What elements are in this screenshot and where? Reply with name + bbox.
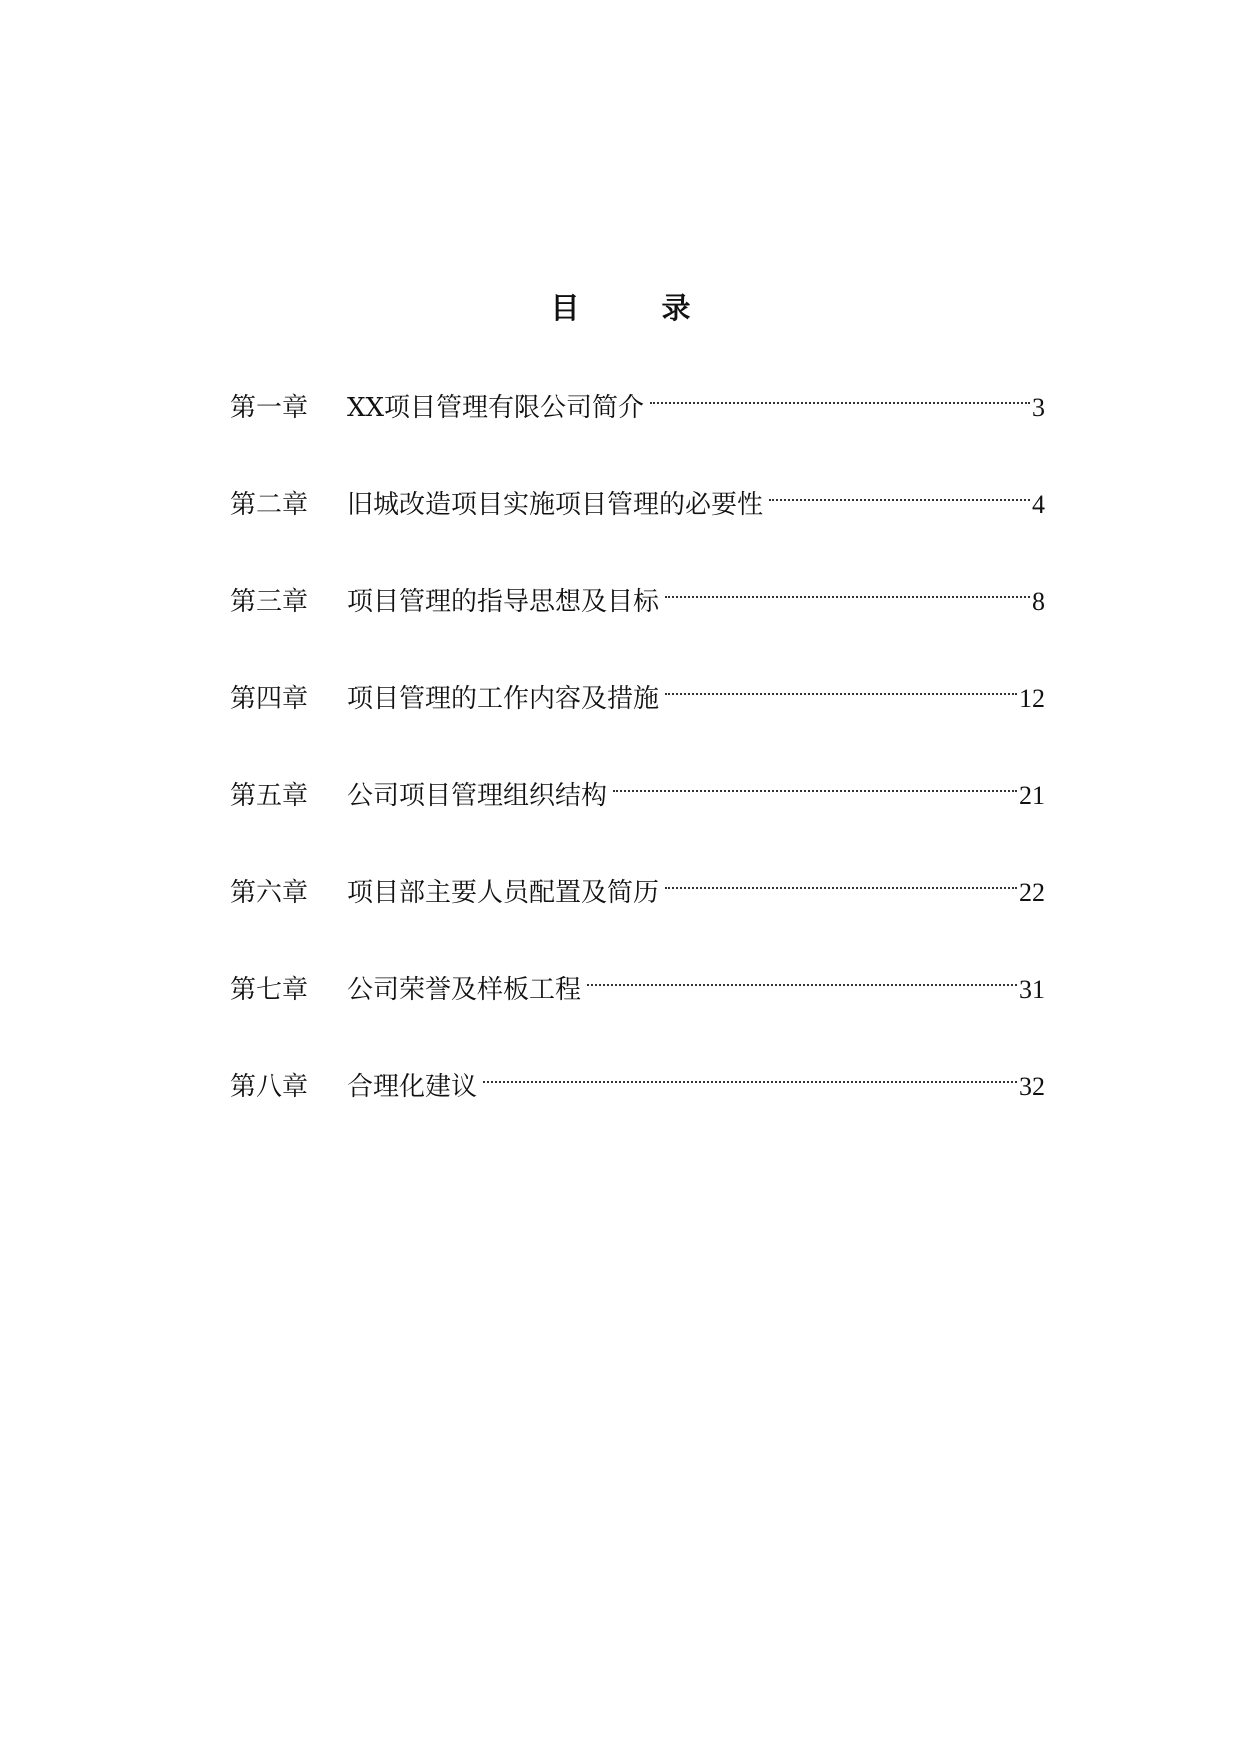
toc-entry-title: 项目管理的工作内容及措施 [347, 684, 660, 714]
toc-title: 目 录 [550, 291, 727, 325]
toc-chapter-label: 第一章 [230, 393, 309, 423]
toc-chapter-label: 第四章 [230, 684, 309, 714]
toc-page-number: 12 [1019, 684, 1045, 713]
toc-entry-1[interactable] [230, 372, 1045, 469]
toc-list [230, 372, 1045, 1148]
toc-entry-8[interactable] [230, 1051, 1045, 1148]
toc-entry-title: XX项目管理有限公司简介 [347, 393, 645, 423]
toc-page-number: 4 [1032, 490, 1045, 519]
toc-chapter-label: 第五章 [230, 781, 309, 811]
toc-entry-title: 旧城改造项目实施项目管理的必要性 [347, 490, 764, 520]
toc-entry-6[interactable] [230, 857, 1045, 954]
toc-dot-leader [665, 663, 1017, 707]
toc-dot-leader [665, 566, 1030, 610]
toc-entry-title: 项目部主要人员配置及简历 [347, 878, 660, 908]
toc-entry-4[interactable] [230, 663, 1045, 760]
toc-entry-3[interactable] [230, 566, 1045, 663]
toc-entry-2[interactable] [230, 469, 1045, 566]
toc-page-number: 21 [1019, 781, 1045, 810]
toc-dot-leader [665, 857, 1017, 901]
toc-page-number: 22 [1019, 878, 1045, 907]
toc-chapter-label: 第八章 [230, 1072, 309, 1102]
toc-dot-leader [587, 954, 1017, 998]
toc-page-number: 31 [1019, 975, 1045, 1004]
toc-entry-7[interactable] [230, 954, 1045, 1051]
toc-dot-leader [769, 469, 1030, 513]
toc-chapter-label: 第七章 [230, 975, 309, 1005]
toc-entry-title: 项目管理的指导思想及目标 [347, 587, 660, 617]
toc-page-number: 8 [1032, 587, 1045, 616]
toc-page-number: 3 [1032, 393, 1045, 422]
toc-dot-leader [613, 760, 1017, 804]
toc-chapter-label: 第三章 [230, 587, 309, 617]
toc-entry-title: 公司荣誉及样板工程 [347, 975, 582, 1005]
toc-chapter-label: 第六章 [230, 878, 309, 908]
toc-entry-5[interactable] [230, 760, 1045, 857]
toc-entry-title: 公司项目管理组织结构 [347, 781, 608, 811]
toc-chapter-label: 第二章 [230, 490, 309, 520]
toc-entry-title: 合理化建议 [347, 1072, 478, 1102]
toc-page-number: 32 [1019, 1072, 1045, 1101]
toc-dot-leader [650, 372, 1030, 416]
toc-dot-leader [483, 1051, 1017, 1095]
